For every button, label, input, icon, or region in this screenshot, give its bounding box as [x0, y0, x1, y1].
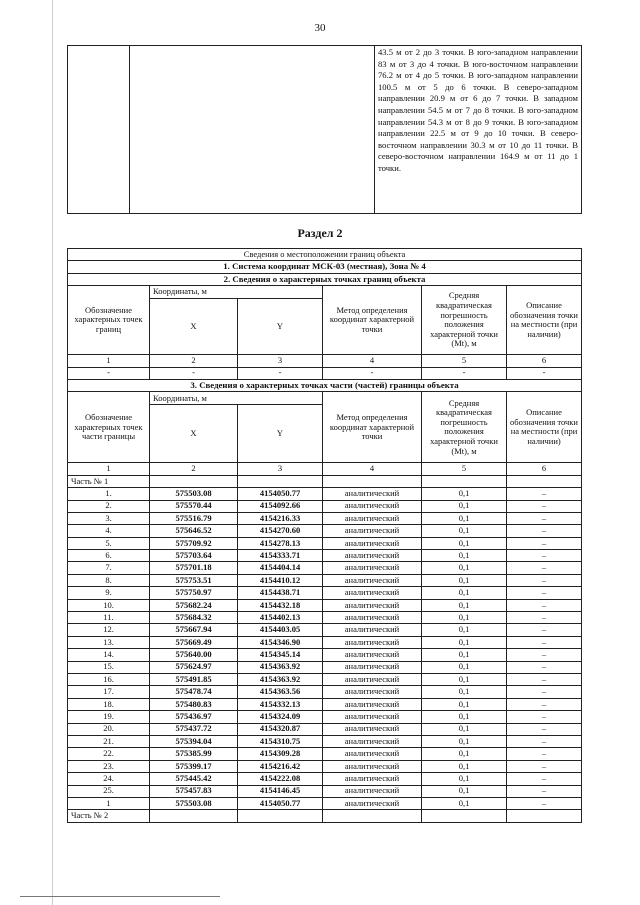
x-coord: 575640.00 [150, 649, 238, 661]
point-description: – [507, 797, 582, 809]
boundary-description: 43.5 м от 2 до 3 точки. В юго-западном направлении 83 м от 3 до 4 точки. В юго-восточном направлении 76.2 м от 4 до 5 точки. В юго-западном направлении 100.5 м от 5 до 6 точки. В северо-западном направлении 20.9 м от 6 до 7 точки. В западном направлении 54.5 м от 7 до 8 точки. В юго-западном направлении 54.3 м от 8 до 9 точки. В юго-западном направлении 22.5 м от 9 до 10 точки. В северо-восточном направлении 30.3 м от 10 до 11 точки. В северо-восточном направлении 164.9 м от 11 до 1 точки. [375, 46, 582, 214]
x-coord: 575478.74 [150, 686, 238, 698]
y-coord: 4154363.92 [238, 673, 323, 685]
point-description: – [507, 760, 582, 772]
col-description: Описание обозначения точки на местности (при наличии) [507, 286, 582, 355]
table-row [68, 599, 582, 611]
col-num: 6 [507, 355, 582, 367]
x-coord: 575682.24 [150, 599, 238, 611]
x-coord: 575491.85 [150, 673, 238, 685]
y-coord: 4154270.60 [238, 525, 323, 537]
col-method: Метод определения координат характерной точки [323, 392, 422, 463]
point-number: 8. [68, 574, 150, 586]
x-coord: 575667.94 [150, 624, 238, 636]
empty-value: - [507, 367, 582, 379]
method: аналитический [323, 624, 422, 636]
empty-value: - [422, 367, 507, 379]
method: аналитический [323, 562, 422, 574]
y-coord: 4154222.08 [238, 773, 323, 785]
x-coord: 575516.79 [150, 512, 238, 524]
empty-value: - [238, 367, 323, 379]
col-point-label-part: Обозначение характерных точек части границы [68, 392, 150, 463]
empty-cell [130, 46, 375, 214]
y-coord: 4154324.09 [238, 711, 323, 723]
accuracy: 0,1 [422, 797, 507, 809]
y-coord: 4154278.13 [238, 537, 323, 549]
method: аналитический [323, 488, 422, 500]
table-row [68, 562, 582, 574]
method: аналитический [323, 723, 422, 735]
point-number: 14. [68, 649, 150, 661]
empty-value: - [68, 367, 150, 379]
empty-value: - [150, 367, 238, 379]
coordinate-system: 1. Система координат МСК-03 (местная), Зона № 4 [68, 261, 582, 273]
point-number: 7. [68, 562, 150, 574]
point-number: 24. [68, 773, 150, 785]
col-num: 3 [238, 355, 323, 367]
x-coord: 575646.52 [150, 525, 238, 537]
point-number: 6. [68, 550, 150, 562]
accuracy: 0,1 [422, 537, 507, 549]
point-number: 4. [68, 525, 150, 537]
col-num: 2 [150, 355, 238, 367]
point-description: – [507, 599, 582, 611]
table-row [68, 488, 582, 500]
x-coord: 575669.49 [150, 636, 238, 648]
table-row [68, 661, 582, 673]
col-num: 1 [68, 463, 150, 475]
point-number: 20. [68, 723, 150, 735]
point-description: – [507, 624, 582, 636]
method: аналитический [323, 785, 422, 797]
x-coord: 575394.04 [150, 735, 238, 747]
table-row [68, 574, 582, 586]
method: аналитический [323, 735, 422, 747]
y-coord: 4154363.92 [238, 661, 323, 673]
table-row [68, 797, 582, 809]
point-description: – [507, 723, 582, 735]
accuracy: 0,1 [422, 612, 507, 624]
point-number: 22. [68, 748, 150, 760]
col-num: 4 [323, 463, 422, 475]
y-coord: 4154309.28 [238, 748, 323, 760]
accuracy: 0,1 [422, 673, 507, 685]
point-number: 1 [68, 797, 150, 809]
y-coord: 4154410.12 [238, 574, 323, 586]
method: аналитический [323, 661, 422, 673]
col-num: 5 [422, 463, 507, 475]
accuracy: 0,1 [422, 773, 507, 785]
accuracy: 0,1 [422, 574, 507, 586]
table-row [68, 550, 582, 562]
x-coord: 575750.97 [150, 587, 238, 599]
empty-cell [323, 810, 422, 822]
y-coord: 4154402.13 [238, 612, 323, 624]
accuracy: 0,1 [422, 723, 507, 735]
x-coord: 575570.44 [150, 500, 238, 512]
accuracy: 0,1 [422, 661, 507, 673]
col-num: 3 [238, 463, 323, 475]
y-coord: 4154346.90 [238, 636, 323, 648]
table-row [68, 649, 582, 661]
y-coord: 4154146.45 [238, 785, 323, 797]
point-description: – [507, 698, 582, 710]
table-row [68, 512, 582, 524]
method: аналитический [323, 773, 422, 785]
point-description: – [507, 574, 582, 586]
x-coord: 575709.92 [150, 537, 238, 549]
x-coord: 575399.17 [150, 760, 238, 772]
point-number: 16. [68, 673, 150, 685]
point-number: 21. [68, 735, 150, 747]
section2-title: 2. Сведения о характерных точках границ объекта [68, 273, 582, 285]
table-row [68, 686, 582, 698]
table-row [68, 785, 582, 797]
point-number: 5. [68, 537, 150, 549]
point-description: – [507, 673, 582, 685]
empty-cell [150, 475, 238, 487]
empty-cell [238, 475, 323, 487]
col-accuracy: Средняя квадратическая погрешность положения характерной точки (Mt), м [422, 392, 507, 463]
method: аналитический [323, 574, 422, 586]
empty-cell [323, 475, 422, 487]
accuracy: 0,1 [422, 735, 507, 747]
col-num: 5 [422, 355, 507, 367]
accuracy: 0,1 [422, 785, 507, 797]
col-description: Описание обозначения точки на местности (при наличии) [507, 392, 582, 463]
point-description: – [507, 785, 582, 797]
accuracy: 0,1 [422, 649, 507, 661]
section3-title: 3. Сведения о характерных точках части (частей) границы объекта [68, 379, 582, 391]
accuracy: 0,1 [422, 711, 507, 723]
x-coord: 575445.42 [150, 773, 238, 785]
method: аналитический [323, 537, 422, 549]
table-row [68, 735, 582, 747]
empty-cell [507, 475, 582, 487]
method: аналитический [323, 673, 422, 685]
col-num: 2 [150, 463, 238, 475]
empty-value: - [323, 367, 422, 379]
point-description: – [507, 550, 582, 562]
table-row [68, 723, 582, 735]
method: аналитический [323, 686, 422, 698]
y-coord: 4154216.42 [238, 760, 323, 772]
x-coord: 575436.97 [150, 711, 238, 723]
point-number: 10. [68, 599, 150, 611]
col-num: 1 [68, 355, 150, 367]
point-number: 25. [68, 785, 150, 797]
method: аналитический [323, 500, 422, 512]
point-description: – [507, 562, 582, 574]
y-coord: 4154432.18 [238, 599, 323, 611]
col-y: Y [238, 299, 323, 355]
x-coord: 575701.18 [150, 562, 238, 574]
empty-cell [422, 810, 507, 822]
table-row [68, 624, 582, 636]
table-row [68, 537, 582, 549]
table-row [68, 760, 582, 772]
method: аналитический [323, 711, 422, 723]
x-coord: 575480.83 [150, 698, 238, 710]
col-x: X [150, 299, 238, 355]
accuracy: 0,1 [422, 748, 507, 760]
point-description: – [507, 525, 582, 537]
col-method: Метод определения координат характерной точки [323, 286, 422, 355]
y-coord: 4154363.56 [238, 686, 323, 698]
empty-cell [150, 810, 238, 822]
point-description: – [507, 500, 582, 512]
method: аналитический [323, 760, 422, 772]
part1-label: Часть № 1 [68, 475, 150, 487]
method: аналитический [323, 599, 422, 611]
point-description: – [507, 748, 582, 760]
table-row [68, 500, 582, 512]
accuracy: 0,1 [422, 686, 507, 698]
col-coords: Координаты, м [150, 286, 323, 299]
point-number: 18. [68, 698, 150, 710]
boundary-description-table [67, 45, 582, 214]
x-coord: 575753.51 [150, 574, 238, 586]
point-number: 17. [68, 686, 150, 698]
accuracy: 0,1 [422, 636, 507, 648]
col-point-label: Обозначение характерных точек границ [68, 286, 150, 355]
point-description: – [507, 636, 582, 648]
table-caption: Сведения о местоположении границ объекта [68, 249, 582, 261]
point-number: 15. [68, 661, 150, 673]
point-number: 9. [68, 587, 150, 599]
method: аналитический [323, 525, 422, 537]
accuracy: 0,1 [422, 512, 507, 524]
page-margin-line [52, 0, 53, 905]
y-coord: 4154310.75 [238, 735, 323, 747]
method: аналитический [323, 797, 422, 809]
point-number: 19. [68, 711, 150, 723]
y-coord: 4154320.87 [238, 723, 323, 735]
col-y: Y [238, 405, 323, 463]
point-description: – [507, 649, 582, 661]
accuracy: 0,1 [422, 624, 507, 636]
point-description: – [507, 488, 582, 500]
table-row [68, 636, 582, 648]
point-number: 3. [68, 512, 150, 524]
empty-cell [238, 810, 323, 822]
accuracy: 0,1 [422, 488, 507, 500]
table-row [68, 698, 582, 710]
accuracy: 0,1 [422, 500, 507, 512]
accuracy: 0,1 [422, 599, 507, 611]
x-coord: 575703.64 [150, 550, 238, 562]
table-row [68, 773, 582, 785]
point-description: – [507, 512, 582, 524]
method: аналитический [323, 649, 422, 661]
point-description: – [507, 711, 582, 723]
point-description: – [507, 661, 582, 673]
y-coord: 4154333.71 [238, 550, 323, 562]
x-coord: 575385.99 [150, 748, 238, 760]
method: аналитический [323, 698, 422, 710]
y-coord: 4154092.66 [238, 500, 323, 512]
table-row [68, 612, 582, 624]
table-row [68, 748, 582, 760]
y-coord: 4154216.33 [238, 512, 323, 524]
section-title: Раздел 2 [297, 226, 343, 240]
table-row [68, 711, 582, 723]
table-row [68, 673, 582, 685]
x-coord: 575503.08 [150, 797, 238, 809]
empty-cell [507, 810, 582, 822]
accuracy: 0,1 [422, 525, 507, 537]
point-number: 11. [68, 612, 150, 624]
col-accuracy: Средняя квадратическая погрешность положения характерной точки (Mt), м [422, 286, 507, 355]
coordinates-table [67, 248, 582, 823]
x-coord: 575437.72 [150, 723, 238, 735]
accuracy: 0,1 [422, 760, 507, 772]
point-description: – [507, 587, 582, 599]
method: аналитический [323, 636, 422, 648]
point-description: – [507, 612, 582, 624]
y-coord: 4154438.71 [238, 587, 323, 599]
point-number: 23. [68, 760, 150, 772]
x-coord: 575503.08 [150, 488, 238, 500]
accuracy: 0,1 [422, 562, 507, 574]
point-number: 12. [68, 624, 150, 636]
col-num: 4 [323, 355, 422, 367]
empty-cell [422, 475, 507, 487]
y-coord: 4154050.77 [238, 797, 323, 809]
method: аналитический [323, 612, 422, 624]
point-description: – [507, 735, 582, 747]
col-x: X [150, 405, 238, 463]
y-coord: 4154332.13 [238, 698, 323, 710]
y-coord: 4154403.05 [238, 624, 323, 636]
point-number: 1. [68, 488, 150, 500]
method: аналитический [323, 550, 422, 562]
empty-cell [68, 46, 130, 214]
x-coord: 575624.97 [150, 661, 238, 673]
accuracy: 0,1 [422, 550, 507, 562]
y-coord: 4154345.14 [238, 649, 323, 661]
accuracy: 0,1 [422, 698, 507, 710]
method: аналитический [323, 587, 422, 599]
method: аналитический [323, 748, 422, 760]
x-coord: 575457.83 [150, 785, 238, 797]
point-number: 13. [68, 636, 150, 648]
col-num: 6 [507, 463, 582, 475]
point-description: – [507, 537, 582, 549]
accuracy: 0,1 [422, 587, 507, 599]
method: аналитический [323, 512, 422, 524]
y-coord: 4154050.77 [238, 488, 323, 500]
x-coord: 575684.32 [150, 612, 238, 624]
footer-rule [20, 896, 220, 897]
page-number: 30 [314, 22, 326, 34]
point-description: – [507, 686, 582, 698]
point-description: – [507, 773, 582, 785]
col-coords: Координаты, м [150, 392, 323, 405]
part2-label: Часть № 2 [68, 810, 150, 822]
table-row [68, 525, 582, 537]
y-coord: 4154404.14 [238, 562, 323, 574]
table-row [68, 587, 582, 599]
point-number: 2. [68, 500, 150, 512]
